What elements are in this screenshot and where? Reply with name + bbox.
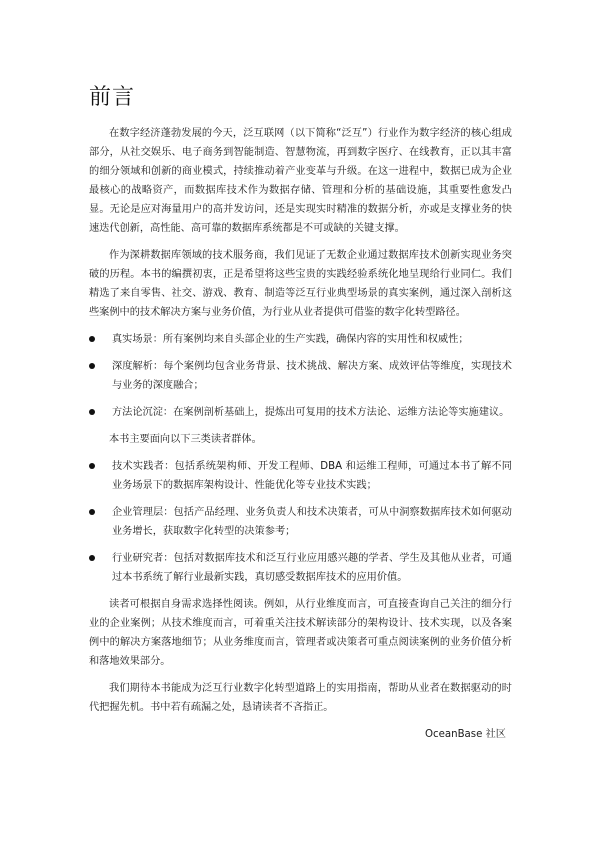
paragraph-purpose: 作为深耕数据库领域的技术服务商，我们见证了无数企业通过数据库技术创新实现业务突破的历程。本书的编撰初衷，正是希望将这些宝贵的实践经验系统化地呈现给行业同仁。我们精选了来自零售、社交、游戏、教育、制造等泛互行业典型场景的真实案例，通过深入剖析这些案例中的技术解决方案与业务价值，为行业从业者提供可借鉴的数字化转型路径。: [89, 250, 512, 318]
bullet-icon: [89, 336, 95, 342]
list-item-text: 行业研究者：包括对数据库技术和泛互行业应用感兴趣的学者、学生及其他从业者，可通过本书系统了解行业最新实践，真切感受数据库技术的应用价值。: [112, 553, 512, 583]
bullet-icon: [89, 463, 95, 469]
list-item: [89, 457, 512, 495]
bullet-icon: [89, 509, 95, 515]
signature: OceanBase 社区: [424, 729, 506, 740]
list-item-text: 技术实践者：包括系统架构师、开发工程师、DBA 和运维工程师，可通过本书了解不同业务场景下的数据库架构设计、性能优化等专业技术实践；: [112, 461, 512, 491]
paragraph-intro: 在数字经济蓬勃发展的今天，泛互联网（以下简称“泛互”）行业作为数字经济的核心组成部分，从社交娱乐、电子商务到智能制造、智慧物流，再到数字医疗、在线教育，正以其丰富的细分领域和创新的商业模式，持续推动着产业变革与升级。在这一进程中，数据已成为企业最核心的战略资产，而数据库技术作为数据存储、管理和分析的基础设施，其重要性愈发凸显。无论是应对海量用户的高并发访问，还是实现实时精准的数据分析，亦或是支撑业务的快速迭代创新，高性能、高可靠的数据库系统都是不可或缺的关键支撑。: [89, 128, 512, 234]
audience-list: [89, 457, 512, 587]
preface-body: [89, 124, 512, 744]
list-item: [89, 549, 512, 587]
bullet-icon: [89, 363, 95, 369]
paragraph-audience: 本书主要面向以下三类读者群体。: [109, 434, 262, 445]
paragraph-reading-guide: 读者可根据自身需求选择性阅读。例如，从行业维度而言，可直接查询自己关注的细分行业的企业案例；从技术维度而言，可着重关注技术解读部分的架构设计、技术实现，以及各案例中的解决方案落地细节；从业务维度而言，管理者或决策者可重点阅读案例的业务价值分析和落地效果部分。: [89, 599, 512, 667]
list-item: [89, 357, 512, 395]
page-title: 前言: [89, 85, 136, 110]
list-item: [89, 330, 512, 349]
list-item-text: 真实场景：所有案例均来自头部企业的生产实践，确保内容的实用性和权威性；: [112, 334, 469, 345]
list-item: [89, 503, 512, 541]
list-item-text: 深度解析：每个案例均包含业务背景、技术挑战、解决方案、成效评估等维度，实现技术与业务的深度融合；: [112, 361, 512, 391]
bullet-icon: [89, 409, 95, 415]
paragraph-closing: 我们期待本书能成为泛互行业数字化转型道路上的实用指南，帮助从业者在数据驱动的时代把握先机。书中若有疏漏之处，恳请读者不吝指正。: [89, 683, 512, 713]
list-item-text: 企业管理层：包括产品经理、业务负责人和技术决策者，可从中洞察数据库技术如何驱动业务增长，获取数字化转型的决策参考；: [112, 507, 512, 537]
list-item: [89, 403, 512, 422]
feature-list: [89, 330, 512, 422]
list-item-text: 方法论沉淀：在案例剖析基础上，提炼出可复用的技术方法论、运维方法论等实施建议。: [112, 407, 510, 418]
bullet-icon: [89, 555, 95, 561]
